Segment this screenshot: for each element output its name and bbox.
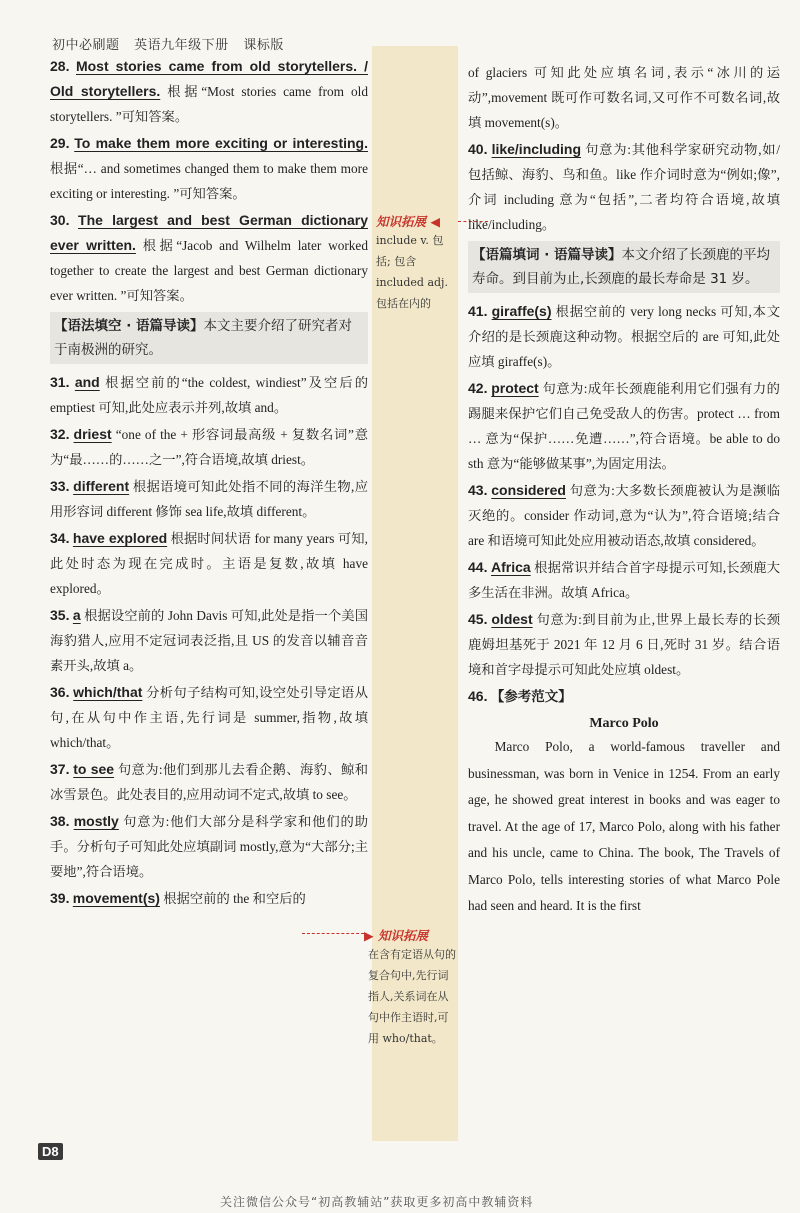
essay-title: Marco Polo	[589, 716, 659, 731]
margin-notes-column	[364, 46, 458, 1141]
left-column	[50, 54, 368, 913]
section-word-fill: 【语篇填词 · 语篇导读】本文介绍了长颈鹿的平均寿命。到目前为止,长颈鹿的最长寿命是 31 岁。	[468, 241, 780, 293]
answer-33: 33. different 根据语境可知此处指不同的海洋生物,应用形容词 different 修饰 sea life,故填 different。	[50, 478, 368, 519]
pointer-line	[302, 933, 364, 934]
answer-43: 43. considered 句意为:大多数长颈鹿被认为是濒临灭绝的。consider 作动词,意为“认为”,符合语境;结合 are 和语境可知此处应用被动语态,故填 considered。	[468, 482, 780, 548]
answer-46: 46. 【参考范文】	[468, 688, 572, 705]
right-column	[468, 60, 780, 920]
edition-name: 课标版	[243, 38, 284, 53]
footer-note: 关注微信公众号“初高教辅站”获取更多初高中教辅资料	[220, 1195, 534, 1209]
answer-40: 40. like/including 句意为:其他科学家研究动物,如/包括鲸、海豹、鸟和鱼。like 作介词时意为“例如;像”,介词 including 意为“包括”,二者均符合语境,故填 like/including。	[468, 141, 781, 232]
answer-28: 28. Most stories came from old storytellers. / Old storytellers. 根据“Most stories came from old storytellers. ”可知答案。	[50, 58, 368, 124]
answer-37: 37. to see 句意为:他们到那儿去看企鹅、海豹、鲸和冰雪景色。此处表目的,应用动词不定式,故填 to see。	[50, 761, 369, 802]
series-name: 初中必刷题	[52, 38, 120, 53]
answer-35: 35. a 根据设空前的 John Davis 可知,此处是指一个美国海豹猎人,应用不定冠词表泛指,且 US 的发音以辅音音素开头,故填 a。	[50, 607, 368, 673]
answer-44: 44. Africa 根据常识并结合首字母提示可知,长颈鹿大多生活在非洲。故填 Africa。	[468, 559, 780, 600]
answer-30: 30. The largest and best German dictionary ever written. 根据“Jacob and Wilhelm later worked together to create the largest and best German dictionary ever written. ”可知答案。	[50, 212, 368, 303]
knowledge-box-title: 知识拓展 ◀	[376, 214, 440, 229]
answer-41: 41. giraffe(s) 根据空前的 very long necks 可知,本文介绍的是长颈鹿这种动物。根据空后的 are 可知,此处应填 giraffe(s)。	[468, 303, 780, 369]
answer-38: 38. mostly 句意为:他们大部分是科学家和他们的助手。分析句子可知此处应填副词 mostly,意为“大部分;主要地”,符合语境。	[50, 813, 369, 879]
answer-32: 32. driest “one of the + 形容词最高级 + 复数名词”意为“最……的……之一”,符合语境,故填 driest。	[50, 426, 368, 467]
knowledge-box-1	[376, 212, 456, 314]
knowledge-box-text: 在含有定语从句的复合句中,先行词指人,关系词在从句中作主语时,可用 who/that。	[368, 948, 456, 1045]
answer-34: 34. have explored 根据时间状语 for many years 可知,此处时态为现在完成时。主语是复数,故填 have explored。	[50, 530, 368, 596]
answer-42: 42. protect 句意为:成年长颈鹿能利用它们强有力的踢腿来保护它们自己免受敌人的伤害。protect … from … 意为“保护……免遭……”,符合语境。be able to do sth 意为“能够做某事”,为固定用法。	[468, 380, 780, 471]
answer-39: 39. movement(s) 根据空前的 the 和空后的	[50, 890, 306, 906]
knowledge-box-title: ▶ 知识拓展	[364, 928, 428, 943]
section-grammar-fill: 【语法填空 · 语篇导读】本文主要介绍了研究者对于南极洲的研究。	[50, 312, 368, 364]
answer-29: 29. To make them more exciting or interesting. 根据“… and sometimes changed them to make them more exciting or interesting. ”可知答案。	[50, 135, 368, 201]
knowledge-box-text: include v. 包括; 包含 included adj. 包括在内的	[376, 234, 448, 310]
subject-name: 英语九年级下册	[134, 38, 229, 53]
answer-31: 31. and 根据空前的“the coldest, windiest”及空后的 emptiest 可知,此处应表示并列,故填 and。	[50, 374, 369, 415]
answer-36: 36. which/that 分析句子结构可知,设空处引导定语从句,在从句中作主语,先行词是 summer,指物,故填 which/that。	[50, 684, 369, 750]
page-number-badge: D8	[38, 1143, 63, 1160]
answer-39-continued: of glaciers 可知此处应填名词,表示“冰川的运动”,movement 既可作可数名词,又可作不可数名词,故填 movement(s)。	[468, 65, 780, 130]
knowledge-box-2	[364, 926, 456, 1049]
page-header	[52, 34, 294, 53]
answer-45: 45. oldest 句意为:到目前为止,世界上最长寿的长颈鹿姆坦基死于 2021 年 12 月 6 日,死时 31 岁。结合语境和首字母提示可知此处应填 oldest。	[468, 611, 780, 677]
essay-paragraph: Marco Polo, a world-famous traveller and businessman, was born in Venice in 1254. From an early age, he showed great interest in books and was eager to travel. At the age of 17, Marco Polo, along with his father and his uncle, came to China. The book, The Travels of Marco Polo, tells interesting stories of what Marco Pole had seen and heard. It is the first	[468, 739, 780, 913]
